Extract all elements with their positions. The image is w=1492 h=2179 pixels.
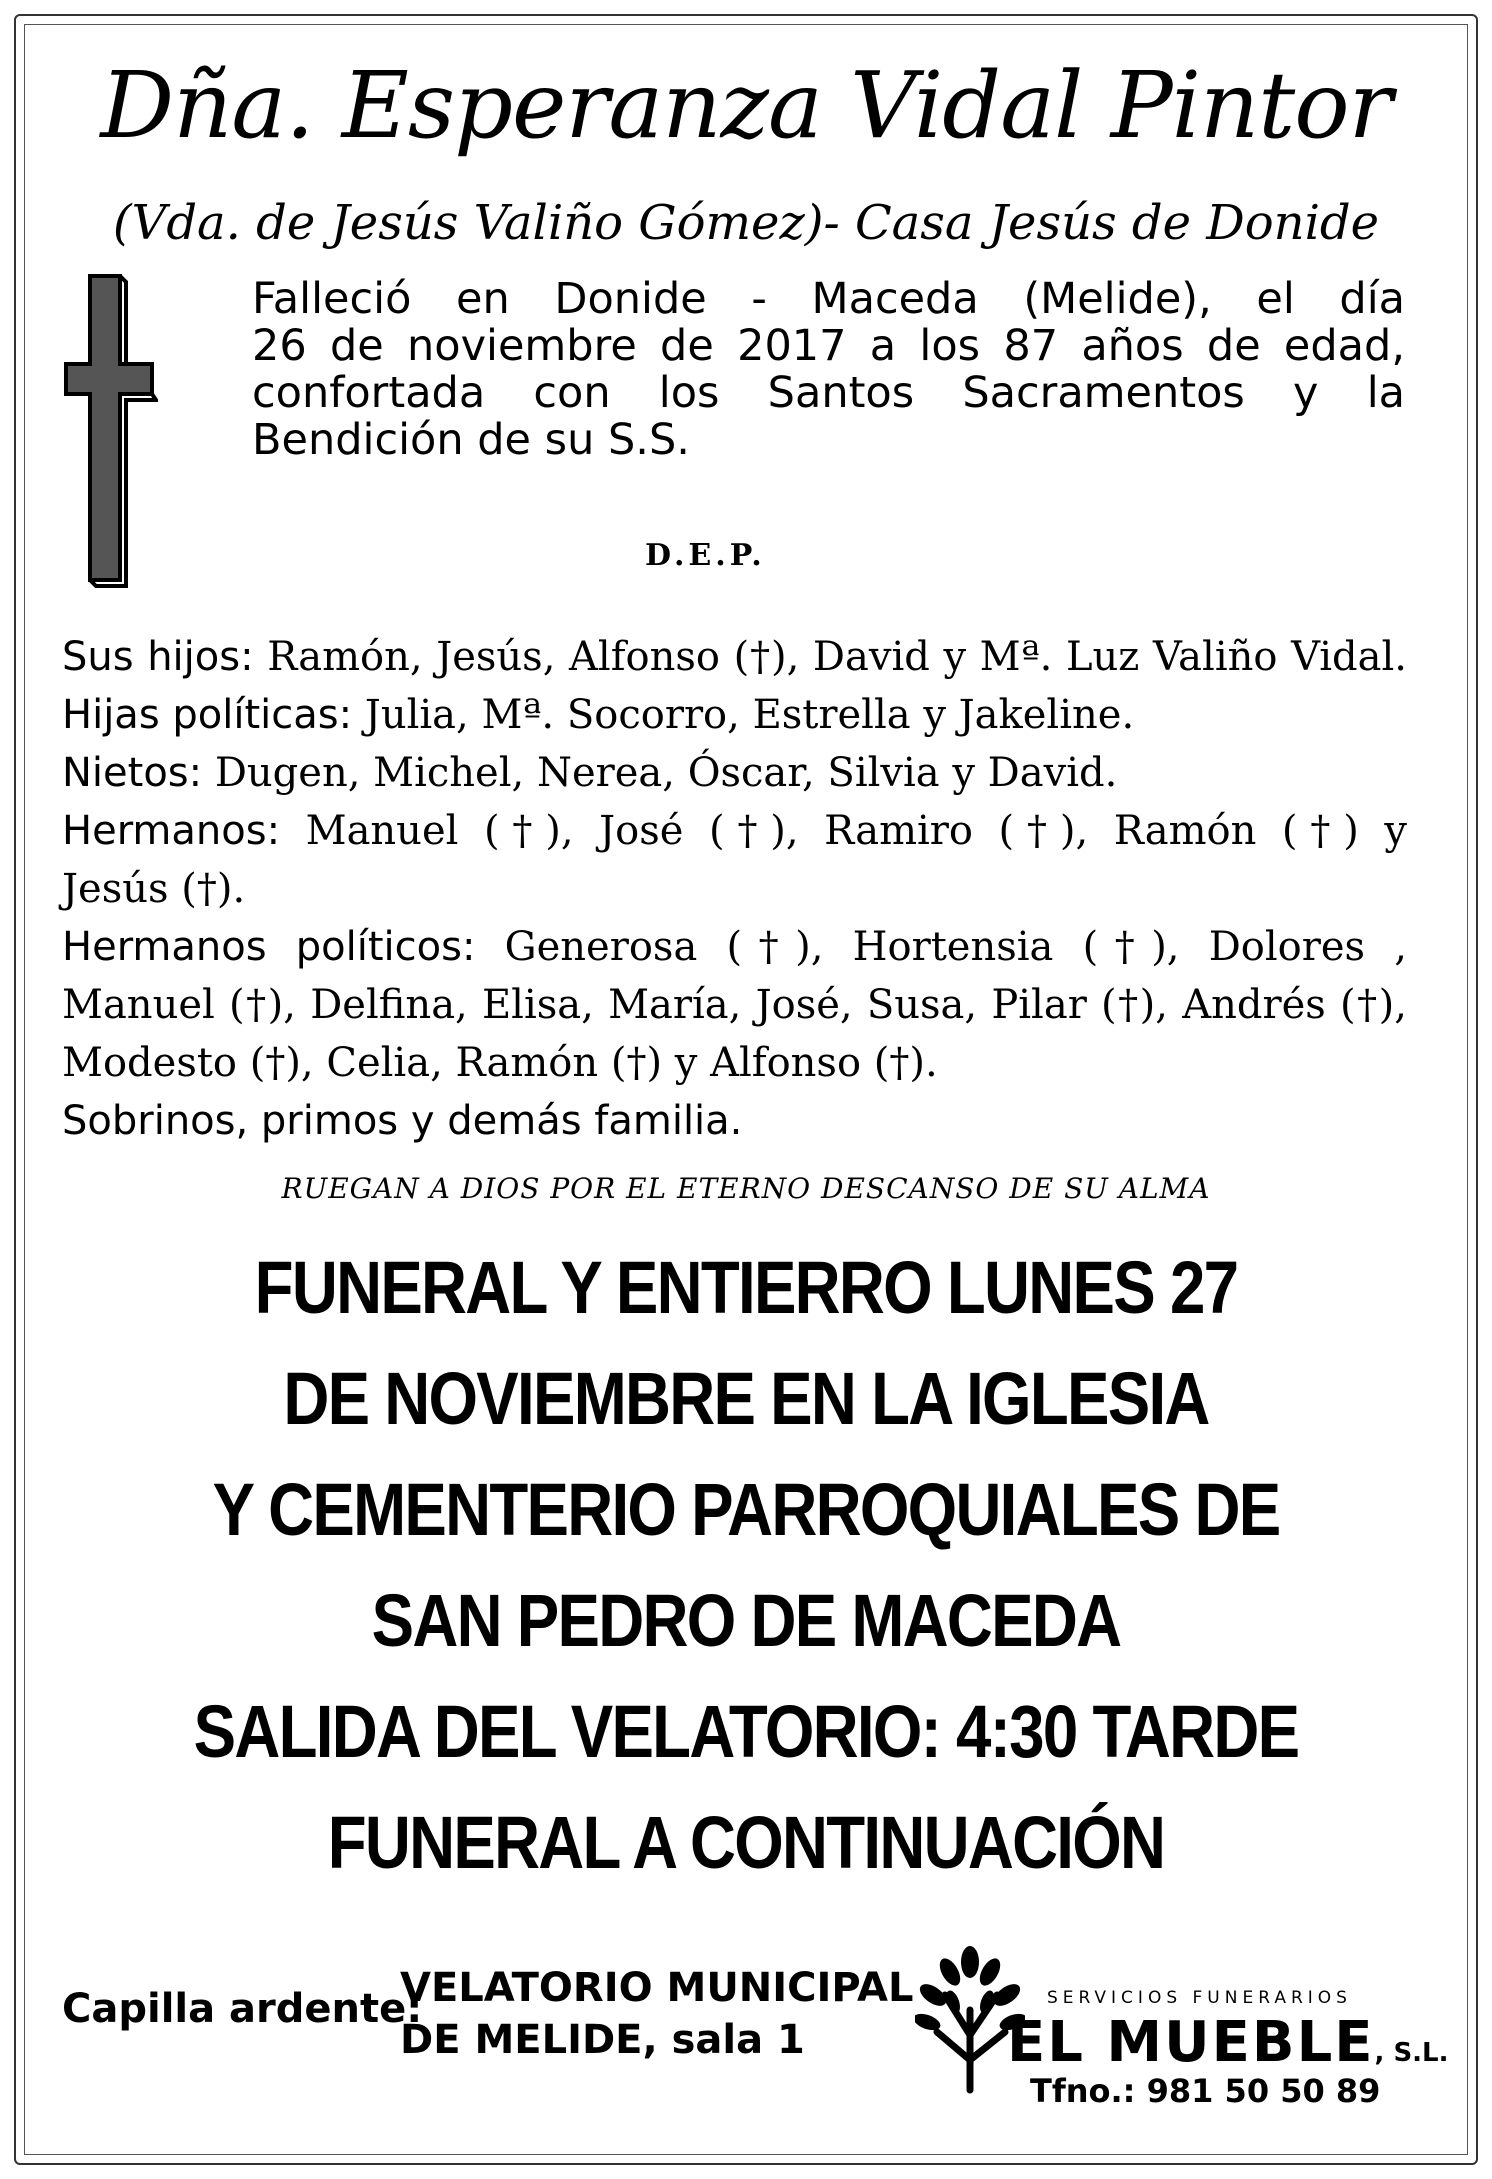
- chapel-label: Capilla ardente:: [62, 1986, 423, 2032]
- family-others: Sobrinos, primos y demás familia.: [62, 1098, 743, 1144]
- funeral-details: [104, 1232, 1387, 1898]
- family-hermanos-politicos-cont: Modesto (†), Celia, Ramón (†) y Alfonso (†).: [62, 1040, 938, 1086]
- death-notice: [252, 276, 1405, 464]
- prayer-text: RUEGAN A DIOS POR EL ETERNO DESCANSO DE SU ALMA: [281, 1172, 1211, 1205]
- family-hermanos: [62, 802, 1407, 860]
- deceased-subtitle: (Vda. de Jesús Valiño Gómez)- Casa Jesús de Donide: [112, 195, 1380, 251]
- funeral-home-suffix: , S.L.: [1374, 2038, 1449, 2068]
- family-label: Hijas políticas:: [62, 692, 353, 738]
- funeral-home-name: [1007, 2010, 1449, 2075]
- family-label: Hermanos políticos:: [62, 924, 476, 970]
- funeral-line: DE NOVIEMBRE EN LA IGLESIA: [283, 1357, 1209, 1440]
- family-hijos: [62, 628, 1407, 686]
- death-notice-line: Falleció en Donide - Maceda (Melide), el día: [252, 274, 1405, 324]
- family-label: Sus hijos:: [62, 634, 254, 680]
- funeral-line: FUNERAL Y ENTIERRO LUNES 27: [254, 1246, 1238, 1329]
- family-hermanos-politicos-cont: Manuel (†), Delfina, Elisa, María, José, Susa, Pilar (†), Andrés (†),: [62, 982, 1407, 1028]
- funeral-line: FUNERAL A CONTINUACIÓN: [327, 1801, 1165, 1884]
- family-list: [62, 628, 1407, 1150]
- funeral-line: SALIDA DEL VELATORIO: 4:30 TARDE: [193, 1690, 1299, 1773]
- family-hijas-politicas: [62, 686, 1407, 744]
- funeral-home-service: SERVICIOS FUNERARIOS: [1047, 1988, 1352, 2008]
- cross-icon: [60, 268, 158, 588]
- chapel-location: [400, 1962, 914, 2066]
- funeral-line: Y CEMENTERIO PARROQUIALES DE: [212, 1468, 1280, 1551]
- death-notice-line: Bendición de su S.S.: [252, 415, 690, 465]
- family-value: Dugen, Michel, Nerea, Óscar, Silvia y David.: [214, 750, 1118, 796]
- family-label: Nietos:: [62, 750, 203, 796]
- family-label: Hermanos:: [62, 808, 281, 854]
- funeral-line: SAN PEDRO DE MACEDA: [371, 1579, 1121, 1662]
- dep-text: D.E.P.: [645, 538, 766, 573]
- death-notice-line: 26 de noviembre de 2017 a los 87 años de edad,: [252, 321, 1405, 371]
- chapel-line: VELATORIO MUNICIPAL: [400, 1965, 914, 2011]
- family-hermanos-cont: Jesús (†).: [62, 866, 246, 912]
- family-hermanos-politicos: [62, 918, 1407, 976]
- death-notice-line: confortada con los Santos Sacramentos y la: [252, 368, 1405, 418]
- family-value: Julia, Mª. Socorro, Estrella y Jakeline.: [364, 692, 1135, 738]
- family-nietos: [62, 744, 1407, 802]
- funeral-home-name-text: EL MUEBLE: [1007, 2010, 1375, 2075]
- family-value: Manuel (†), José (†), Ramiro (†), Ramón (†) y: [305, 808, 1407, 854]
- family-value: Ramón, Jesús, Alfonso (†), David y Mª. Luz Valiño Vidal.: [267, 634, 1408, 680]
- family-value: Generosa (†), Hortensia (†), Dolores ,: [504, 924, 1408, 970]
- deceased-name: Dña. Esperanza Vidal Pintor: [100, 52, 1392, 159]
- chapel-line: DE MELIDE, sala 1: [400, 2017, 805, 2063]
- funeral-home-logo: [915, 1940, 1449, 2110]
- funeral-home-phone: Tfno.: 981 50 50 89: [1030, 2072, 1381, 2110]
